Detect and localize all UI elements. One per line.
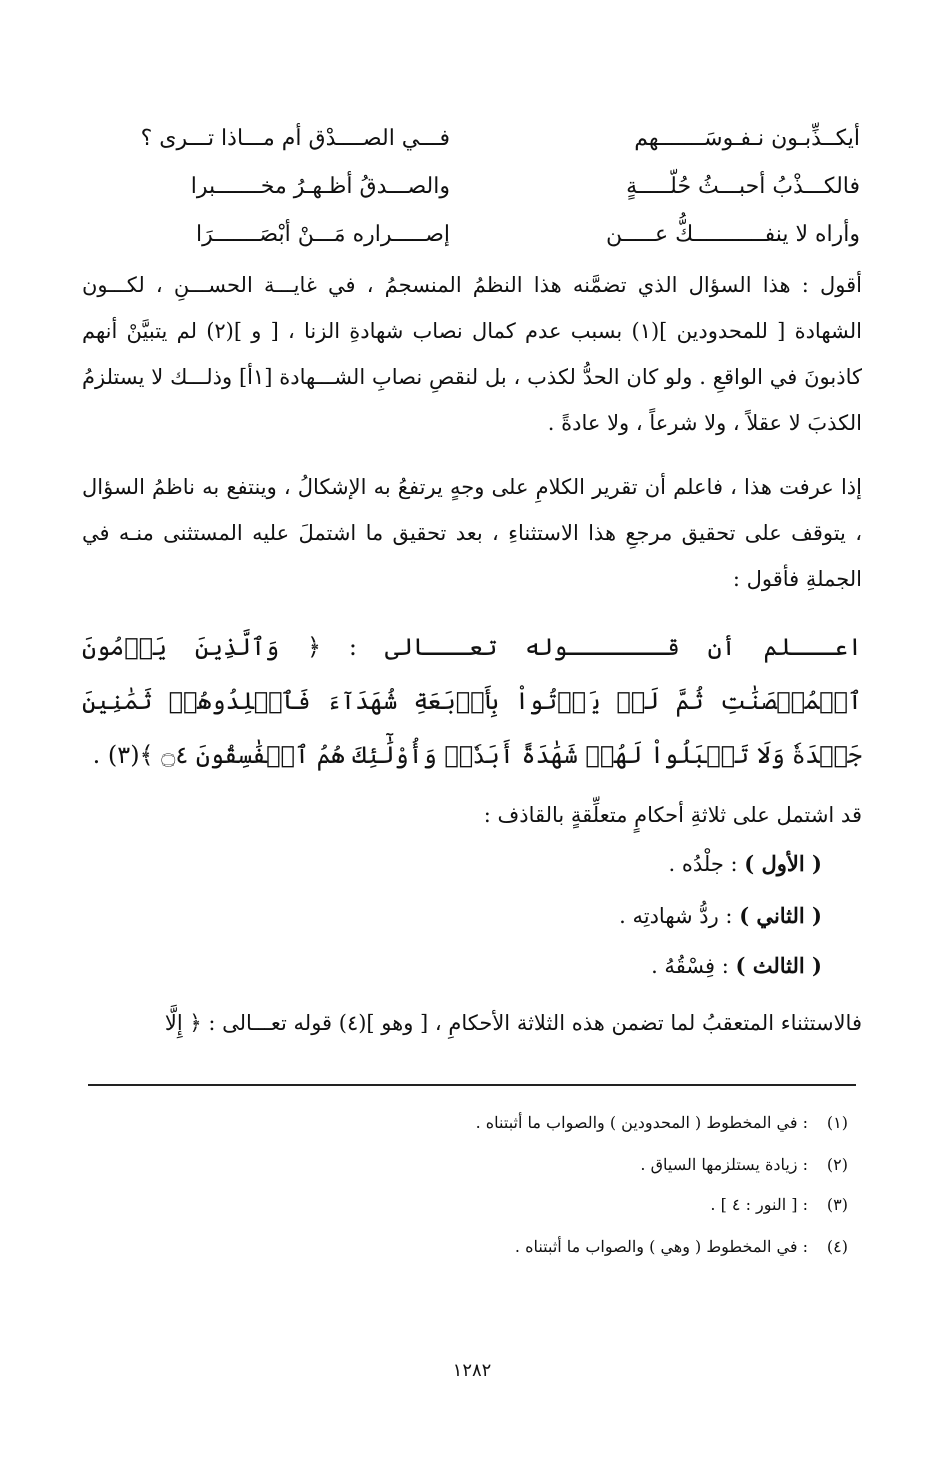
footnote-text: : في المخطوط ( وهي ) والصواب ما أثبتناه . <box>514 1237 808 1256</box>
poem-line-3-second-half: إصـــــراره مَـــنْ أبْصَـــــــرَا <box>196 221 450 247</box>
poem-line-3 <box>70 214 860 254</box>
list-item-second <box>82 896 822 936</box>
list-item-text: : جلْدُه . <box>668 852 745 876</box>
footnote-divider <box>88 1084 856 1086</box>
paragraph-commentary: أقول : هذا السؤال الذي تضمَّنه هذا النظمُ المنسجمُ ، في غايـــة الحســـنِ ، لكـــون الشهادة [ للمحدودين ](١) بسبب عدم كمال نصاب شهادةِ الزنا ، [ و ](٢) لم يتبيَّنْ أنهم كاذبونَ في الواقعِ . ولو كان الحدُّ لكذب ، بل لنقصِ نصابِ الشـــهادة [١أ] وذلـــك لا يستلزمُ الكذبَ لا عقلاً ، ولا شرعاً ، ولا عادةً . <box>82 273 862 435</box>
poem-line-2-first-half: فالكـــذْبُ أحبـــثُ حُلّـــــةٍ <box>626 173 860 199</box>
list-item-text: : فِسْقُهُ . <box>651 954 736 978</box>
poem-line-1 <box>70 118 860 158</box>
footnote-number: (٣) <box>826 1195 848 1214</box>
list-item-text: : ردُّ شهادتِه . <box>619 904 740 928</box>
poem-line-1-second-half: فـــي الصــــدْق أم مـــاذا تـــرى ؟ <box>140 125 450 151</box>
poem-line-2-second-half: والصـــدقُ أظـهـرُ مخـــــــبرا <box>190 173 450 199</box>
paragraph-rulings-intro: قد اشتمل على ثلاثةِ أحكامٍ متعلِّقةٍ بالقاذف : <box>483 803 862 827</box>
page-number: ١٢٨٢ <box>452 1360 492 1381</box>
footnote-4 <box>88 1234 848 1260</box>
poem-line-1-first-half: أيكــذِّبـون نـفـوسَـــــــهم <box>634 125 860 151</box>
footnote-number: (١) <box>826 1113 848 1132</box>
footnote-number: (٢) <box>826 1155 848 1174</box>
footnote-2 <box>88 1152 848 1178</box>
list-item-label: ( الأول ) <box>744 851 822 876</box>
list-item-first <box>82 844 822 884</box>
quran-intro: اعـــلم أن قـــــــوله تعـــالى : <box>348 633 862 661</box>
list-item-third <box>82 946 822 986</box>
footnote-text: : في المخطوط ( المحدودين ) والصواب ما أثبتناه . <box>475 1113 808 1132</box>
poem-line-2 <box>70 166 860 206</box>
footnote-3 <box>88 1192 848 1218</box>
quran-verse: ﴿ وَٱلَّذِينَ يَرۡمُونَ ٱلۡمُحۡصَنَٰتِ ثُمَّ لَمۡ يَأۡتُواْ بِأَرۡبَعَةِ شُهَدَآءَ فَٱجۡلِدُوهُمۡ ثَمَٰنِينَ جَلۡدَةٗ وَلَا تَقۡبَلُواْ لَهُمۡ شَهَٰدَةً أَبَدٗاۚ وَأُوْلَٰٓئِكَ هُمُ ٱلۡفَٰسِقُونَ ۝٤ ﴾(٣) . <box>82 633 862 769</box>
footnote-text: : زيادة يستلزمها السياق . <box>640 1155 808 1174</box>
footnote-1 <box>88 1110 848 1136</box>
paragraph-quran-citation <box>82 620 862 782</box>
list-item-label: ( الثاني ) <box>739 903 822 928</box>
poem-line-3-first-half: وأراه لا ينفـــــــــــكُّ عـــــن <box>606 221 860 247</box>
footnote-text: : [ النور : ٤ ] . <box>710 1195 808 1214</box>
paragraph-exception: فالاستثناء المتعقبُ لما تضمن هذه الثلاثة الأحكامِ ، [ وهو ](٤) قوله تعـــالى : ﴿ إِلَّا <box>164 1011 862 1035</box>
list-item-label: ( الثالث ) <box>735 953 822 978</box>
paragraph-explanation: إذا عرفت هذا ، فاعلم أن تقرير الكلامِ على وجهٍ يرتفعُ به الإشكالُ ، وينتفع به ناظمُ السؤال ، يتوقف على تحقيق مرجعِ هذا الاستثناءِ ، بعد تحقيق ما اشتملَ عليه المستثنى منـه في الجملةِ فأقول : <box>82 475 862 591</box>
footnote-number: (٤) <box>826 1237 848 1256</box>
